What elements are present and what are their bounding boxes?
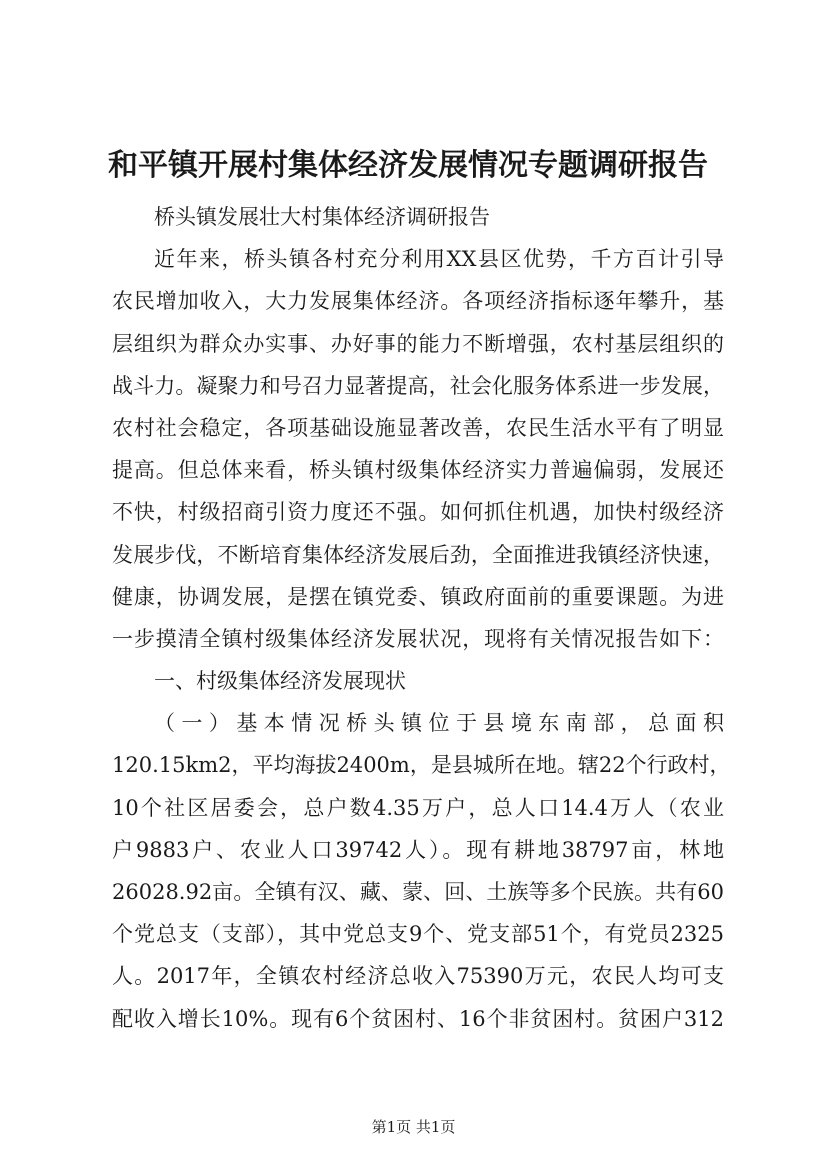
paragraph-line: 人。2017年，全镇农村经济总收入75390万元，农民人均可支	[112, 964, 724, 989]
subtitle-line: 桥头镇发展壮大村集体经济调研报告	[154, 205, 490, 229]
section-heading: 一、村级集体经济发展现状	[154, 669, 406, 694]
paragraph-line: 配收入增长10%。现有6个贫困村、16个非贫困村。贫困户312	[112, 1006, 724, 1031]
paragraph-line: 10个社区居委会，总户数4.35万户，总人口14.4万人（农业	[112, 795, 724, 820]
paragraph-line: 农村社会稳定，各项基础设施显著改善，农民生活水平有了明显	[112, 415, 724, 440]
paragraph-line: 个党总支（支部），其中党总支9个、党支部51个，有党员2325	[112, 922, 724, 947]
paragraph-line: 层组织为群众办实事、办好事的能力不断增强，农村基层组织的	[112, 331, 724, 356]
paragraph-line: 农民增加收入，大力发展集体经济。各项经济指标逐年攀升，基	[112, 289, 724, 314]
paragraph-line: 近年来，桥头镇各村充分利用XX县区优势，千方百计引导	[154, 247, 724, 272]
document-title: 和平镇开展村集体经济发展情况专题调研报告	[108, 148, 708, 183]
paragraph-line: 提高。但总体来看，桥头镇村级集体经济实力普遍偏弱，发展还	[112, 458, 724, 483]
paragraph-line: 不快，村级招商引资力度还不强。如何抓住机遇，加快村级经济	[112, 500, 724, 525]
paragraph-line: 26028.92亩。全镇有汉、藏、蒙、回、土族等多个民族。共有60	[112, 880, 724, 904]
paragraph-line: 战斗力。凝聚力和号召力显著提高，社会化服务体系进一步发展，	[112, 373, 724, 398]
paragraph-line: 户9883户、农业人口39742人）。现有耕地38797亩，林地	[112, 837, 724, 862]
paragraph-line: 120.15km2，平均海拔2400m，是县城所在地。辖22个行政村，	[112, 753, 731, 778]
paragraph-line: 健康，协调发展，是摆在镇党委、镇政府面前的重要课题。为进	[112, 584, 724, 609]
paragraph-line: 一步摸清全镇村级集体经济发展状况，现将有关情况报告如下：	[112, 626, 724, 651]
page-footer: 第1页 共1页	[371, 1118, 456, 1136]
paragraph-line: 发展步伐，不断培育集体经济发展后劲，全面推进我镇经济快速，	[112, 542, 724, 567]
document-body	[112, 196, 731, 1040]
paragraph-line: （一）基本情况桥头镇位于县境东南部，总面积	[154, 711, 724, 736]
